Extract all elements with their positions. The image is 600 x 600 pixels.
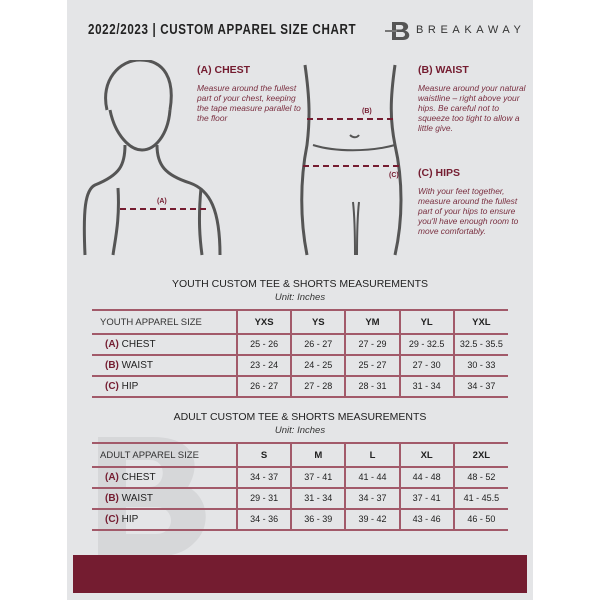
header-cell: YL (400, 310, 454, 334)
cell: 30 - 33 (454, 355, 508, 376)
header-cell: YS (291, 310, 345, 334)
header-cell: S (237, 443, 291, 467)
table-row (92, 355, 508, 376)
chest-description: Measure around the fullest part of your chest, keeping the tape measure parallel to the floor (197, 83, 301, 123)
table-header-row (92, 443, 508, 467)
youth-size-table (92, 309, 508, 398)
cell: 32.5 - 35.5 (454, 334, 508, 355)
waist-marker: (B) (362, 108, 372, 115)
cell: 34 - 37 (345, 488, 399, 509)
row-label (92, 334, 237, 355)
footer-bar (73, 555, 527, 593)
cell: 25 - 27 (345, 355, 399, 376)
cell: 41 - 45.5 (454, 488, 508, 509)
cell: 29 - 31 (237, 488, 291, 509)
cell: 23 - 24 (237, 355, 291, 376)
cell: 43 - 46 (400, 509, 454, 530)
waist-hips-figure-illustration (295, 60, 420, 260)
cell: 26 - 27 (291, 334, 345, 355)
row-label (92, 376, 237, 397)
cell: 34 - 37 (454, 376, 508, 397)
row-letter: (C) (105, 381, 119, 392)
table-row (92, 488, 508, 509)
row-letter: (C) (105, 514, 119, 525)
chest-heading: (A) CHEST (197, 64, 251, 76)
cell: 41 - 44 (345, 467, 399, 488)
cell: 26 - 27 (237, 376, 291, 397)
row-label-text: HIP (121, 514, 139, 525)
hips-heading: (C) HIPS (418, 167, 460, 179)
hips-description: With your feet together, measure around the fullest part of your hips to ensure you'll have enough room to move comfortably. (418, 186, 519, 236)
row-label (92, 488, 237, 509)
cell: 27 - 30 (400, 355, 454, 376)
header-cell: YM (345, 310, 399, 334)
header-cell: M (291, 443, 345, 467)
row-letter: (B) (105, 493, 119, 504)
cell: 48 - 52 (454, 467, 508, 488)
youth-unit: Unit: Inches (274, 292, 326, 303)
row-label (92, 509, 237, 530)
cell: 28 - 31 (345, 376, 399, 397)
header-cell: ADULT APPAREL SIZE (92, 443, 237, 467)
cell: 27 - 28 (291, 376, 345, 397)
hips-marker: (C) (389, 172, 399, 179)
breakaway-logo-icon (385, 20, 413, 42)
cell: 31 - 34 (400, 376, 454, 397)
row-label (92, 467, 237, 488)
adult-unit: Unit: Inches (274, 425, 326, 436)
youth-table-title: YOUTH CUSTOM TEE & SHORTS MEASUREMENTS (171, 278, 429, 290)
cell: 36 - 39 (291, 509, 345, 530)
row-letter: (A) (105, 472, 119, 483)
cell: 25 - 26 (237, 334, 291, 355)
header-cell: L (345, 443, 399, 467)
row-label-text: CHEST (121, 472, 156, 483)
header-cell: 2XL (454, 443, 508, 467)
header-cell: YOUTH APPAREL SIZE (92, 310, 237, 334)
table-row (92, 509, 508, 530)
cell: 29 - 32.5 (400, 334, 454, 355)
cell: 34 - 36 (237, 509, 291, 530)
page-title: 2022/2023 | CUSTOM APPAREL SIZE CHART (88, 22, 357, 38)
adult-table-title: ADULT CUSTOM TEE & SHORTS MEASUREMENTS (173, 411, 427, 423)
cell: 39 - 42 (345, 509, 399, 530)
row-label-text: WAIST (121, 360, 153, 371)
cell: 31 - 34 (291, 488, 345, 509)
row-letter: (B) (105, 360, 119, 371)
table-row (92, 467, 508, 488)
cell: 37 - 41 (291, 467, 345, 488)
cell: 46 - 50 (454, 509, 508, 530)
row-label (92, 355, 237, 376)
row-label-text: CHEST (121, 339, 156, 350)
header-cell: YXS (237, 310, 291, 334)
header-cell: XL (400, 443, 454, 467)
table-header-row (92, 310, 508, 334)
adult-size-table (92, 442, 508, 531)
header-cell: YXL (454, 310, 508, 334)
row-label-text: HIP (121, 381, 139, 392)
cell: 24 - 25 (291, 355, 345, 376)
chest-marker: (A) (157, 198, 167, 205)
waist-description: Measure around your natural waistline – right above your hips. Be careful not to squeeze too tight to allow a little give. (418, 83, 526, 133)
brand-name: BREAKAWAY (416, 24, 526, 36)
cell: 34 - 37 (237, 467, 291, 488)
cell: 44 - 48 (400, 467, 454, 488)
cell: 27 - 29 (345, 334, 399, 355)
row-letter: (A) (105, 339, 119, 350)
table-row (92, 334, 508, 355)
row-label-text: WAIST (121, 493, 153, 504)
cell: 37 - 41 (400, 488, 454, 509)
waist-heading: (B) WAIST (418, 64, 469, 76)
table-row (92, 376, 508, 397)
